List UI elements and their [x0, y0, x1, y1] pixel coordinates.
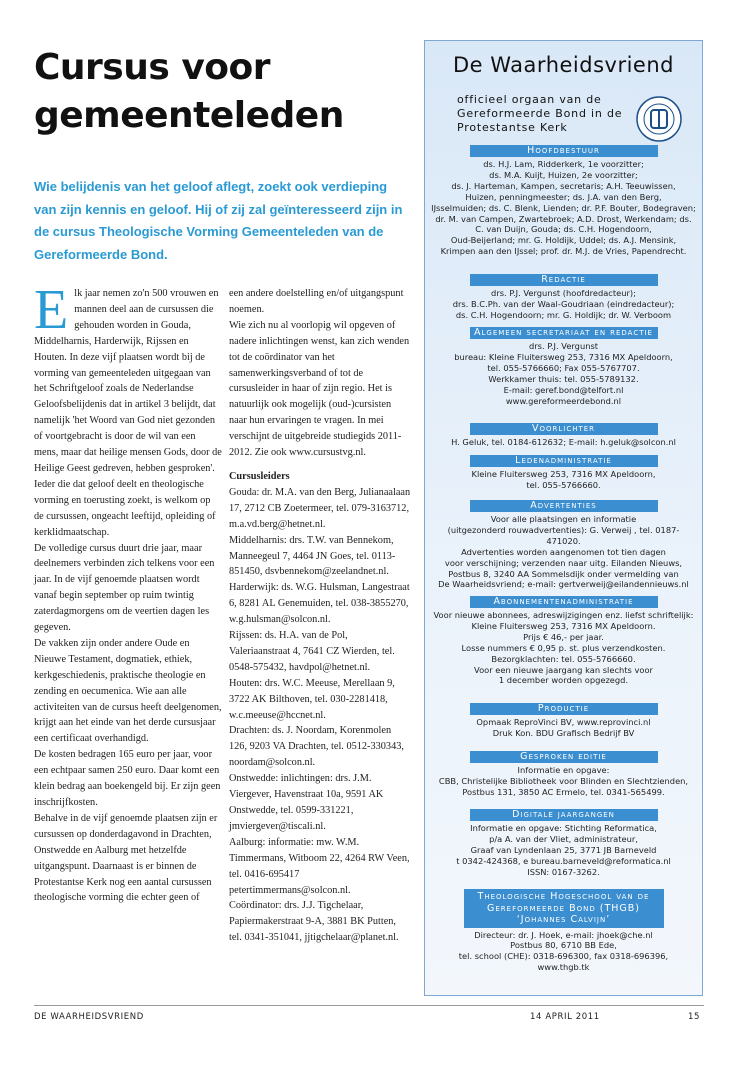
section-body: H. Geluk, tel. 0184-612632; E-mail: h.geluk@solcon.nl [451, 437, 676, 447]
article-lead: Wie belijdenis van het geloof aflegt, zoekt ook verdieping van zijn kennis en geloof. Hij of zij zal geïnteresseerd zijn in de cursus Theologische Vorming Gemeenteleden van de Gereformeerde Bond. [34, 179, 403, 262]
section-digitale-jaargangen [425, 809, 702, 878]
section-body: Voor nieuwe abonnees, adreswijzigingen enz. liefst schriftelijk: Kleine Fluitersweg 253, 7316 MX Apeldoorn. Prijs € 46,- per jaar. Losse nummers € 0,95 p. st. plus verzendkosten. Bezorgklachten: tel. 055-5766660. Voor een nieuwe jaargang kan slechts voor 1 december worden opgezegd. [433, 610, 694, 686]
section-body: Voor alle plaatsingen en informatie (uitgezonderd rouwadvertenties): G. Verweij , tel. 0187-471020. Advertenties worden aangenomen tot tien dagen voor verschijning; verzenden naar uitg. Eilanden Nieuws, Postbus 8, 3240 AA Sommelsdijk onder vermelding van De Waarheidsvriend; e-mail: gertverweij@eilandennieuws.nl [438, 514, 689, 590]
section-body: Informatie en opgave: CBB, Christelijke Bibliotheek voor Blinden en Slechtzienden, Postbus 131, 3850 AC Ermelo, tel. 0341-565499. [438, 765, 689, 797]
page-number: 15 [688, 1012, 701, 1022]
section-abonnementen [425, 596, 702, 686]
section-title: Abonnementenadministratie [470, 596, 658, 608]
section-title: Algemeen secretariaat en redactie [470, 327, 658, 339]
section-voorlichter [425, 423, 702, 448]
section-title: Productie [470, 703, 658, 715]
leader-entry: Drachten: ds. J. Noordam, Korenmolen 126, 9203 VA Drachten, tel. 0512-330343, noordam@solcon.nl. [229, 725, 404, 769]
leader-entry: Rijssen: ds. H.A. van de Pol, Valeriaanstraat 4, 7641 CZ Wierden, tel. 0548-575432, havdpol@hetnet.nl. [229, 630, 395, 673]
paragraph: De volledige cursus duurt drie jaar, maar deelnemers verbinden zich telkens voor een jaar. In de vijf genoemde plaatsen wordt vanaf begin september op ruim twintig zaterdagmorgens om de veertien dagen les gegeven. [34, 542, 215, 634]
paragraph: Elk jaar nemen zo'n 500 vrouwen en mannen deel aan de cursussen die gehouden worden in Gouda, Middelharnis, Harderwijk, Rijssen en Houten. In deze vijf plaatsen wordt bij de vorming van gemeenteleden uitgegaan van het Schriftgeloof zoals de Nederlandse Geloofsbelijdenis dat in artikel 3 belijdt, dat namelijk 'het Woord van God niet gezonden of voortgebracht is door de wil van een mens, maar dat heilige mensen Gods, door de Heilige Geest gedreven, hebben gesproken'. Ieder die dat geloof deelt en theologische vorming en toerusting zoekt, is welkom op de cursussen, ongeacht leeftijd, opleiding of kerklidmaatschap. [34, 279, 222, 538]
section-body: Kleine Fluitersweg 253, 7316 MX Apeldoorn, tel. 055-5766660. [471, 469, 656, 490]
section-title: Hoofdbestuur [470, 145, 658, 157]
section-body: Opmaak ReproVinci BV, www.reprovinci.nl Druk Kon. BDU Grafisch Bedrijf BV [476, 717, 651, 738]
article-column-2 [229, 286, 411, 946]
section-body: Directeur: dr. J. Hoek, e-mail: jhoek@che.nl Postbus 80, 6710 BB Ede, tel. school (CHE): 0318-696300, fax 0318-696396, www.thgb.tk [458, 929, 669, 973]
section-title: Digitale jaargangen [470, 809, 658, 821]
gereformeerde-bond-seal-icon [635, 95, 683, 143]
footer-publication: DE WAARHEIDSVRIEND [34, 1012, 144, 1022]
paragraph: De vakken zijn onder andere Oude en Nieuwe Testament, dogmatiek, ethiek, kerkgeschiedenis, praktische theologie en zending en oecumenica. Wie aan alle activiteiten van de cursus heeft deelgenomen, krijgt aan het einde van het derde cursusjaar een certificaat overhandigd. [34, 637, 222, 745]
paragraph: Wie zich nu al voorlopig wil opgeven of nadere inlichtingen wenst, kan zich wenden tot de coördinator van het samenwerkingsverband of tot de cursusleider in haar of zijn regio. Het is natuurlijk ook mogelijk (oud-)cursisten naar hun ervaringen te vragen. In mei verschijnt de uitgebreide studiegids 2011-2012. Zie ook www.cursustvg.nl. [229, 319, 410, 459]
masthead: De Waarheidsvriend [453, 53, 674, 77]
section-title: Voorlichter [470, 423, 658, 435]
section-advertenties [425, 500, 702, 590]
section-title: Ledenadministratie [470, 455, 658, 467]
paragraph: Behalve in de vijf genoemde plaatsen zijn er cursussen op donderdagavond in Drachten, Onstwedde en Aalburg met hetzelfde uitgangspunt. Daarnaast is er binnen de Protestantse Kerk nog een aantal cursussen theologische vorming die echter geen of [34, 812, 218, 904]
leader-entry: Onstwedde: inlichtingen: drs. J.M. Viergever, Havenstraat 10a, 9591 AK Onstwedde, tel. 0599-331221, jmviergever@tiscali.nl. [229, 773, 384, 832]
article-column-1 [34, 279, 222, 906]
section-gesproken-editie [425, 751, 702, 798]
section-title: Gesproken editie [470, 751, 658, 763]
leader-entry: Middelharnis: drs. T.W. van Bennekom, Manneegeul 7, 4464 JN Goes, tel. 0113-851450, dsvbennekom@zeelandnet.nl. [229, 534, 396, 578]
section-hoofdbestuur [425, 145, 702, 257]
drop-cap: E [34, 279, 69, 341]
section-thgb [425, 889, 702, 973]
section-title: Redactie [470, 274, 658, 286]
leader-entry: Houten: drs. W.C. Meeuse, Merellaan 9, 3722 AK Bilthoven, tel. 030-2281418, w.c.meeuse@hccnet.nl. [229, 677, 395, 721]
section-secretariaat [425, 327, 702, 406]
leader-entry: Gouda: dr. M.A. van den Berg, Julianaalaan 17, 2712 CB Zoetermeer, tel. 079-3163712, m.a.vd.berg@hetnet.nl. [229, 486, 411, 530]
section-title: Advertenties [470, 500, 658, 512]
leaders-heading: Cursusleiders [229, 470, 290, 482]
section-body: drs. P.J. Vergunst bureau: Kleine Fluitersweg 253, 7316 MX Apeldoorn, tel. 055-5766660; Fax 055-5767707. Werkkamer thuis: tel. 055-5789132. E-mail: geref.bond@telfort.nl www.gereformeerdebond.nl [454, 341, 673, 406]
section-redactie [425, 274, 702, 321]
section-body: Informatie en opgave: Stichting Reformatica, p/a A. van der Vliet, administrateur, Graaf van Lyndenlaan 25, 3771 JB Barneveld t 0342-424368, e bureau.barneveld@reformatica.nl ISSN: 0167-3262. [456, 823, 671, 877]
leader-entry: Harderwijk: ds. W.G. Hulsman, Langestraat 6, 8281 AL Genemuiden, tel. 038-3855270, w.g.hulsman@solcon.nl. [229, 582, 410, 626]
leader-entry: Coördinator: drs. J.J. Tigchelaar, Papiermakerstraat 9-A, 3881 BK Putten, tel. 0341-351041, jjtigchelaar@planet.nl. [229, 900, 399, 944]
section-title: Theologische Hogeschool van de Gereformeerde Bond (THGB) ‘Johannes Calvijn’ [464, 889, 664, 928]
paragraph: een andere doelstelling en/of uitgangspunt noemen. [229, 288, 404, 315]
colophon-box [424, 40, 703, 996]
footer-divider [34, 1005, 704, 1006]
leader-entry: Aalburg: informatie: mw. W.M. Timmermans, Witboom 22, 4264 RW Veen, tel. 0416-695417 petertimmermans@solcon.nl. [229, 836, 410, 896]
paragraph: De kosten bedragen 165 euro per jaar, voor een echtpaar samen 250 euro. Daar komt een klein bedrag aan boekengeld bij. Er zijn geen inschrijfkosten. [34, 749, 221, 808]
section-ledenadministratie [425, 455, 702, 491]
section-body: ds. H.J. Lam, Ridderkerk, 1e voorzitter; ds. M.A. Kuijt, Huizen, 2e voorzitter; ds. J. Harteman, Kampen, secretaris; A.H. Teeuwissen, Huizen, penningmeester; ds. J.A. van den Berg, IJsselmuiden; ds. C. Blenk, Lienden; dr. P.F. Bouter, Bodegraven; dr. M. van Campen, Zwartebroek; A.D. Drost, Werkendam; ds. C. van Duijn, Gouda; ds. C.H. Hogendoorn, Oud-Beijerland; mr. G. Holdijk, Uddel; ds. A.J. Mensink, Krimpen aan den IJssel; prof. dr. M.J. de Vries, Papendrecht. [431, 159, 696, 257]
article-title: Cursus voor gemeenteleden [34, 47, 344, 136]
footer-date: 14 APRIL 2011 [530, 1012, 600, 1022]
official-organ-text: officieel orgaan van de Gereformeerde Bond in de Protestantse Kerk [457, 93, 623, 134]
section-body: drs. P.J. Vergunst (hoofdredacteur); drs. B.C.Ph. van der Waal-Goudriaan (eindredacteur); ds. C.H. Hogendoorn; mr. G. Holdijk; dr. W. Verboom [452, 288, 675, 320]
section-productie [425, 703, 702, 739]
